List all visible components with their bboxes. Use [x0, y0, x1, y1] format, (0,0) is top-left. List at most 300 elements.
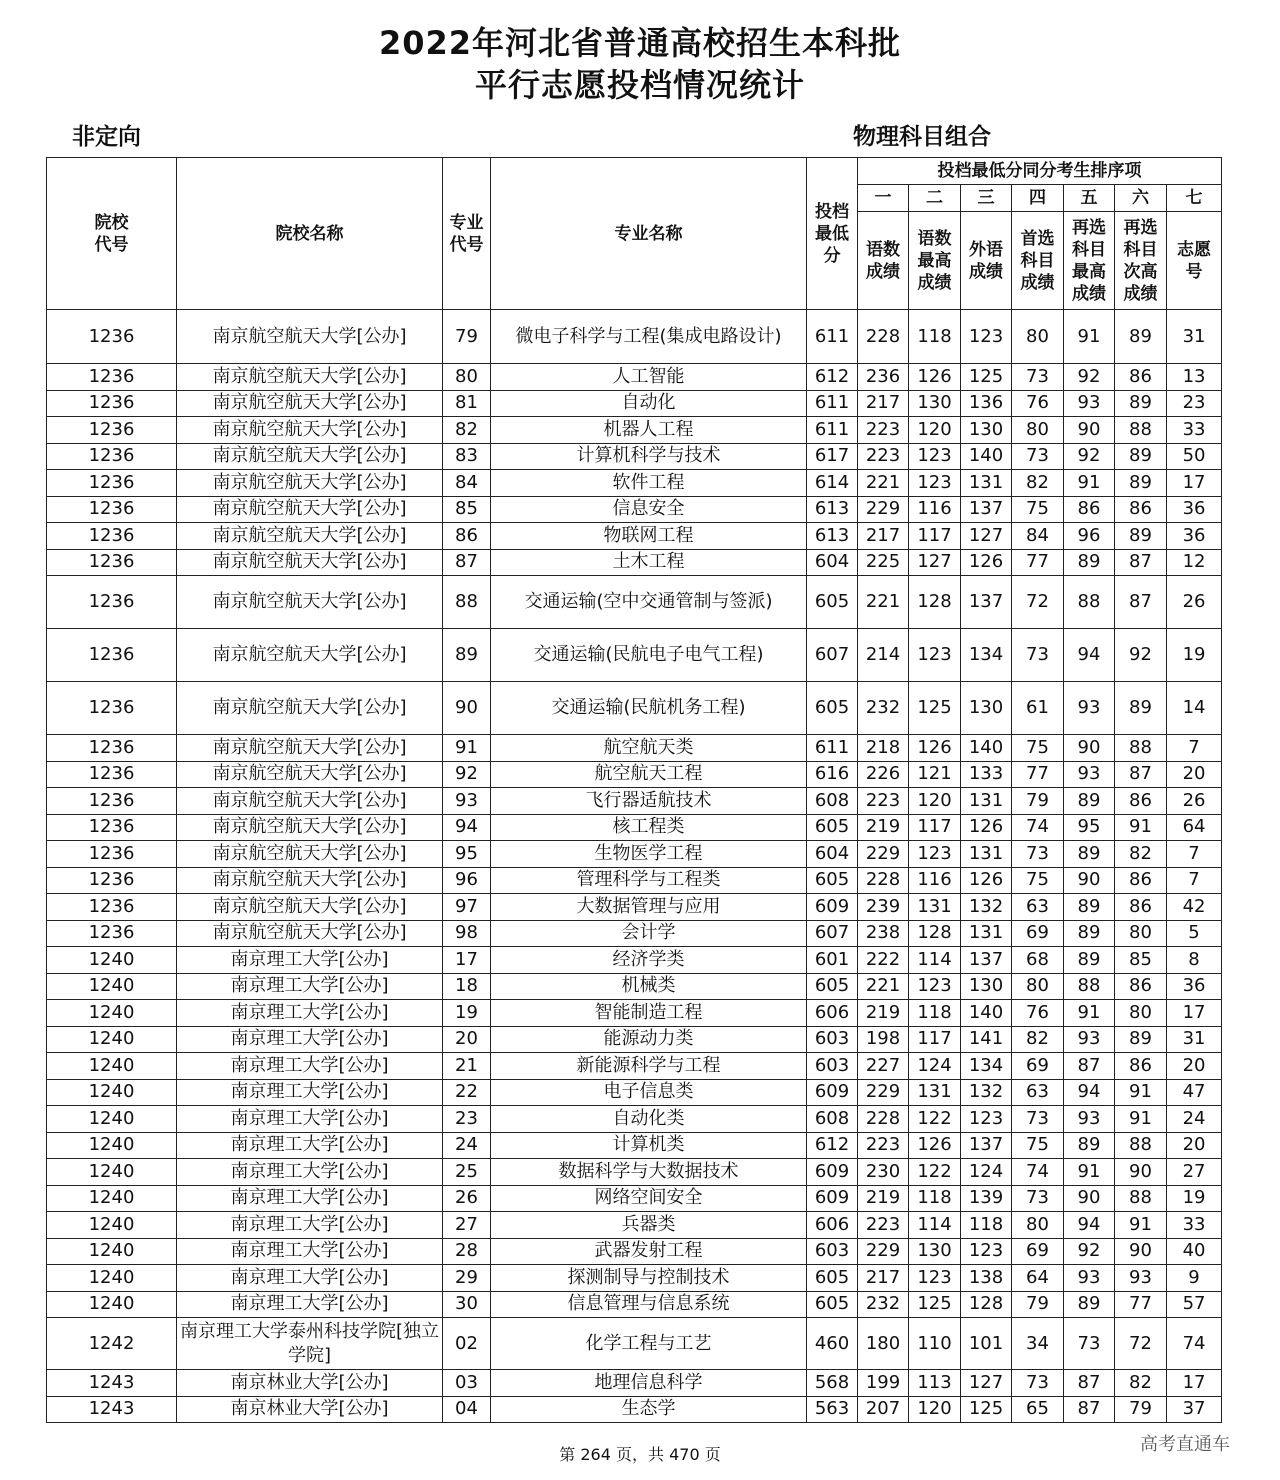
cell-major-name: 探测制导与控制技术 — [491, 1265, 807, 1292]
cell-preference-no: 26 — [1167, 788, 1222, 815]
table-row — [47, 1370, 1222, 1397]
cell-chinese-math-max: 120 — [909, 1396, 961, 1423]
cell-major-code: 82 — [443, 417, 491, 444]
cell-min-score: 460 — [807, 1318, 858, 1370]
cell-min-score: 607 — [807, 629, 858, 682]
cell-major-code: 30 — [443, 1291, 491, 1318]
cell-first-subject: 73 — [1012, 1370, 1064, 1397]
cell-chinese-math: 219 — [858, 1000, 909, 1027]
cell-second-subject-next: 91 — [1115, 1106, 1167, 1133]
cell-foreign-lang: 136 — [961, 390, 1012, 417]
cell-second-subject-next: 88 — [1115, 1132, 1167, 1159]
cell-min-score: 613 — [807, 496, 858, 523]
cell-second-subject-next: 80 — [1115, 1000, 1167, 1027]
cell-min-score: 605 — [807, 1265, 858, 1292]
cell-chinese-math-max: 118 — [909, 310, 961, 364]
cell-chinese-math: 229 — [858, 1079, 909, 1106]
cell-first-subject: 72 — [1012, 576, 1064, 629]
cell-chinese-math: 223 — [858, 788, 909, 815]
cell-second-subject-next: 82 — [1115, 1370, 1167, 1397]
page-footer: 第 264 页，共 470 页 — [559, 1445, 721, 1464]
cell-first-subject: 75 — [1012, 867, 1064, 894]
cell-major-code: 17 — [443, 947, 491, 974]
cell-first-subject: 76 — [1012, 390, 1064, 417]
table-row — [47, 549, 1222, 576]
cell-school-name: 南京航空航天大学[公办] — [177, 894, 443, 921]
cell-foreign-lang: 130 — [961, 682, 1012, 735]
cell-second-subject-max: 73 — [1064, 1318, 1115, 1370]
cell-min-score: 603 — [807, 1026, 858, 1053]
cell-preference-no: 33 — [1167, 1212, 1222, 1239]
cell-chinese-math-max: 116 — [909, 867, 961, 894]
cell-first-subject: 80 — [1012, 973, 1064, 1000]
cell-second-subject-max: 88 — [1064, 973, 1115, 1000]
cell-school-code: 1236 — [47, 470, 177, 497]
cell-major-name: 生态学 — [491, 1396, 807, 1423]
cell-second-subject-max: 93 — [1064, 761, 1115, 788]
cell-school-name: 南京航空航天大学[公办] — [177, 364, 443, 391]
cell-chinese-math-max: 126 — [909, 364, 961, 391]
table-row — [47, 1079, 1222, 1106]
table-row — [47, 761, 1222, 788]
cell-chinese-math: 217 — [858, 1265, 909, 1292]
cell-school-code: 1236 — [47, 417, 177, 444]
cell-min-score: 609 — [807, 1079, 858, 1106]
cell-preference-no: 74 — [1167, 1318, 1222, 1370]
cell-chinese-math: 239 — [858, 894, 909, 921]
cell-chinese-math-max: 126 — [909, 735, 961, 762]
cell-second-subject-max: 93 — [1064, 1265, 1115, 1292]
cell-school-code: 1236 — [47, 496, 177, 523]
cell-first-subject: 69 — [1012, 1053, 1064, 1080]
header-rank-item: 语数成绩 — [858, 212, 909, 310]
cell-foreign-lang: 127 — [961, 1370, 1012, 1397]
cell-first-subject: 73 — [1012, 1185, 1064, 1212]
cell-second-subject-max: 86 — [1064, 496, 1115, 523]
cell-school-name: 南京理工大学[公办] — [177, 1185, 443, 1212]
cell-major-code: 04 — [443, 1396, 491, 1423]
cell-second-subject-next: 91 — [1115, 1212, 1167, 1239]
cell-school-name: 南京理工大学[公办] — [177, 1079, 443, 1106]
cell-school-code: 1240 — [47, 1106, 177, 1133]
cell-chinese-math-max: 123 — [909, 443, 961, 470]
cell-school-code: 1236 — [47, 364, 177, 391]
cell-preference-no: 24 — [1167, 1106, 1222, 1133]
cell-major-name: 化学工程与工艺 — [491, 1318, 807, 1370]
cell-second-subject-max: 88 — [1064, 576, 1115, 629]
cell-school-code: 1236 — [47, 920, 177, 947]
cell-foreign-lang: 134 — [961, 1053, 1012, 1080]
cell-chinese-math: 198 — [858, 1026, 909, 1053]
subtitle-subject-combination: 物理科目组合 — [853, 124, 991, 150]
table-row — [47, 417, 1222, 444]
cell-major-name: 新能源科学与工程 — [491, 1053, 807, 1080]
cell-preference-no: 7 — [1167, 841, 1222, 868]
cell-foreign-lang: 128 — [961, 1291, 1012, 1318]
cell-first-subject: 84 — [1012, 523, 1064, 550]
cell-school-name: 南京航空航天大学[公办] — [177, 496, 443, 523]
cell-first-subject: 73 — [1012, 841, 1064, 868]
header-rank: 四 — [1012, 185, 1064, 212]
cell-foreign-lang: 141 — [961, 1026, 1012, 1053]
cell-school-code: 1240 — [47, 1000, 177, 1027]
cell-major-code: 19 — [443, 1000, 491, 1027]
table-row — [47, 894, 1222, 921]
cell-second-subject-max: 89 — [1064, 1291, 1115, 1318]
cell-min-score: 605 — [807, 682, 858, 735]
cell-min-score: 604 — [807, 549, 858, 576]
cell-preference-no: 47 — [1167, 1079, 1222, 1106]
cell-school-code: 1240 — [47, 1185, 177, 1212]
cell-preference-no: 5 — [1167, 920, 1222, 947]
cell-chinese-math-max: 123 — [909, 841, 961, 868]
cell-second-subject-max: 93 — [1064, 682, 1115, 735]
cell-major-name: 微电子科学与工程(集成电路设计) — [491, 310, 807, 364]
header-rank: 六 — [1115, 185, 1167, 212]
cell-chinese-math-max: 123 — [909, 973, 961, 1000]
cell-second-subject-max: 91 — [1064, 310, 1115, 364]
cell-preference-no: 20 — [1167, 1132, 1222, 1159]
cell-chinese-math: 217 — [858, 390, 909, 417]
cell-min-score: 611 — [807, 735, 858, 762]
cell-first-subject: 73 — [1012, 443, 1064, 470]
cell-school-code: 1240 — [47, 1159, 177, 1186]
cell-second-subject-max: 94 — [1064, 1079, 1115, 1106]
cell-first-subject: 79 — [1012, 788, 1064, 815]
cell-second-subject-next: 87 — [1115, 576, 1167, 629]
cell-chinese-math-max: 122 — [909, 1106, 961, 1133]
header-school-code: 院校代号 — [47, 158, 177, 310]
table-row — [47, 470, 1222, 497]
cell-chinese-math: 225 — [858, 549, 909, 576]
cell-school-code: 1236 — [47, 523, 177, 550]
table-row — [47, 310, 1222, 364]
cell-first-subject: 80 — [1012, 1212, 1064, 1239]
table-row — [47, 1053, 1222, 1080]
cell-foreign-lang: 123 — [961, 310, 1012, 364]
table-row — [47, 629, 1222, 682]
cell-school-code: 1240 — [47, 973, 177, 1000]
cell-chinese-math: 199 — [858, 1370, 909, 1397]
cell-major-name: 物联网工程 — [491, 523, 807, 550]
cell-second-subject-max: 92 — [1064, 1238, 1115, 1265]
cell-second-subject-max: 94 — [1064, 1212, 1115, 1239]
cell-chinese-math-max: 118 — [909, 1185, 961, 1212]
cell-school-code: 1240 — [47, 1053, 177, 1080]
cell-chinese-math: 219 — [858, 814, 909, 841]
cell-major-code: 25 — [443, 1159, 491, 1186]
cell-chinese-math-max: 122 — [909, 1159, 961, 1186]
cell-chinese-math: 218 — [858, 735, 909, 762]
page-title-line1: 2022年河北省普通高校招生本科批 — [378, 24, 902, 62]
cell-preference-no: 7 — [1167, 867, 1222, 894]
cell-major-name: 兵器类 — [491, 1212, 807, 1239]
cell-major-code: 20 — [443, 1026, 491, 1053]
cell-first-subject: 80 — [1012, 310, 1064, 364]
cell-chinese-math: 238 — [858, 920, 909, 947]
cell-major-name: 交通运输(民航电子电气工程) — [491, 629, 807, 682]
cell-major-name: 自动化 — [491, 390, 807, 417]
cell-second-subject-next: 86 — [1115, 1053, 1167, 1080]
cell-chinese-math-max: 127 — [909, 549, 961, 576]
cell-school-name: 南京理工大学[公办] — [177, 1159, 443, 1186]
cell-school-name: 南京航空航天大学[公办] — [177, 470, 443, 497]
cell-chinese-math: 207 — [858, 1396, 909, 1423]
cell-second-subject-max: 90 — [1064, 417, 1115, 444]
cell-major-code: 90 — [443, 682, 491, 735]
cell-major-name: 信息安全 — [491, 496, 807, 523]
header-rank: 二 — [909, 185, 961, 212]
cell-preference-no: 36 — [1167, 523, 1222, 550]
cell-min-score: 612 — [807, 364, 858, 391]
header-rank: 一 — [858, 185, 909, 212]
cell-min-score: 605 — [807, 1291, 858, 1318]
cell-major-name: 计算机科学与技术 — [491, 443, 807, 470]
cell-major-name: 电子信息类 — [491, 1079, 807, 1106]
cell-major-name: 大数据管理与应用 — [491, 894, 807, 921]
cell-min-score: 611 — [807, 417, 858, 444]
cell-school-name: 南京航空航天大学[公办] — [177, 310, 443, 364]
cell-school-name: 南京航空航天大学[公办] — [177, 629, 443, 682]
cell-second-subject-next: 82 — [1115, 841, 1167, 868]
cell-first-subject: 73 — [1012, 629, 1064, 682]
cell-second-subject-max: 87 — [1064, 1053, 1115, 1080]
cell-school-code: 1240 — [47, 1238, 177, 1265]
table-row — [47, 735, 1222, 762]
cell-chinese-math: 228 — [858, 867, 909, 894]
cell-major-name: 土木工程 — [491, 549, 807, 576]
cell-school-code: 1236 — [47, 576, 177, 629]
cell-chinese-math: 180 — [858, 1318, 909, 1370]
cell-preference-no: 31 — [1167, 310, 1222, 364]
cell-second-subject-next: 72 — [1115, 1318, 1167, 1370]
cell-second-subject-next: 89 — [1115, 523, 1167, 550]
cell-chinese-math-max: 123 — [909, 629, 961, 682]
cell-chinese-math-max: 117 — [909, 814, 961, 841]
header-tie-group: 投档最低分同分考生排序项 — [858, 158, 1222, 185]
cell-school-name: 南京航空航天大学[公办] — [177, 443, 443, 470]
cell-second-subject-max: 89 — [1064, 788, 1115, 815]
cell-second-subject-next: 89 — [1115, 310, 1167, 364]
cell-foreign-lang: 125 — [961, 1396, 1012, 1423]
cell-major-name: 机械类 — [491, 973, 807, 1000]
cell-second-subject-next: 86 — [1115, 867, 1167, 894]
cell-major-code: 91 — [443, 735, 491, 762]
cell-school-name: 南京航空航天大学[公办] — [177, 841, 443, 868]
cell-school-name: 南京理工大学[公办] — [177, 1238, 443, 1265]
table-row — [47, 1185, 1222, 1212]
cell-preference-no: 33 — [1167, 417, 1222, 444]
cell-chinese-math-max: 118 — [909, 1000, 961, 1027]
header-rank-item: 语数最高成绩 — [909, 212, 961, 310]
cell-chinese-math: 226 — [858, 761, 909, 788]
cell-school-code: 1236 — [47, 310, 177, 364]
cell-major-code: 18 — [443, 973, 491, 1000]
cell-school-name: 南京理工大学[公办] — [177, 1000, 443, 1027]
table-row — [47, 682, 1222, 735]
cell-second-subject-max: 89 — [1064, 947, 1115, 974]
cell-major-name: 交通运输(空中交通管制与签派) — [491, 576, 807, 629]
cell-preference-no: 36 — [1167, 973, 1222, 1000]
cell-school-name: 南京理工大学[公办] — [177, 1106, 443, 1133]
cell-second-subject-next: 86 — [1115, 973, 1167, 1000]
cell-first-subject: 80 — [1012, 417, 1064, 444]
cell-school-code: 1236 — [47, 814, 177, 841]
cell-major-code: 89 — [443, 629, 491, 682]
table-row — [47, 1291, 1222, 1318]
cell-major-name: 航空航天类 — [491, 735, 807, 762]
cell-min-score: 616 — [807, 761, 858, 788]
cell-min-score: 609 — [807, 1185, 858, 1212]
table-row — [47, 947, 1222, 974]
cell-major-code: 88 — [443, 576, 491, 629]
cell-second-subject-next: 85 — [1115, 947, 1167, 974]
cell-school-code: 1240 — [47, 1212, 177, 1239]
cell-min-score: 611 — [807, 310, 858, 364]
cell-school-name: 南京航空航天大学[公办] — [177, 788, 443, 815]
cell-second-subject-next: 80 — [1115, 920, 1167, 947]
header-rank: 七 — [1167, 185, 1222, 212]
cell-min-score: 605 — [807, 867, 858, 894]
cell-first-subject: 75 — [1012, 735, 1064, 762]
cell-second-subject-next: 89 — [1115, 682, 1167, 735]
cell-foreign-lang: 140 — [961, 735, 1012, 762]
cell-major-name: 交通运输(民航机务工程) — [491, 682, 807, 735]
cell-min-score: 603 — [807, 1053, 858, 1080]
cell-foreign-lang: 131 — [961, 788, 1012, 815]
cell-chinese-math-max: 114 — [909, 1212, 961, 1239]
cell-chinese-math: 214 — [858, 629, 909, 682]
cell-major-code: 81 — [443, 390, 491, 417]
cell-school-name: 南京理工大学[公办] — [177, 1291, 443, 1318]
cell-first-subject: 61 — [1012, 682, 1064, 735]
cell-major-code: 95 — [443, 841, 491, 868]
cell-major-name: 生物医学工程 — [491, 841, 807, 868]
cell-second-subject-next: 88 — [1115, 1185, 1167, 1212]
cell-chinese-math-max: 117 — [909, 1026, 961, 1053]
cell-major-code: 21 — [443, 1053, 491, 1080]
cell-second-subject-next: 90 — [1115, 1238, 1167, 1265]
cell-first-subject: 64 — [1012, 1265, 1064, 1292]
cell-major-name: 软件工程 — [491, 470, 807, 497]
cell-chinese-math: 229 — [858, 841, 909, 868]
cell-chinese-math: 230 — [858, 1159, 909, 1186]
cell-school-code: 1236 — [47, 682, 177, 735]
cell-chinese-math-max: 117 — [909, 523, 961, 550]
cell-chinese-math: 229 — [858, 1238, 909, 1265]
cell-preference-no: 17 — [1167, 1370, 1222, 1397]
cell-foreign-lang: 130 — [961, 973, 1012, 1000]
table-row — [47, 1159, 1222, 1186]
cell-preference-no: 13 — [1167, 364, 1222, 391]
cell-second-subject-next: 77 — [1115, 1291, 1167, 1318]
cell-school-code: 1236 — [47, 867, 177, 894]
cell-chinese-math-max: 123 — [909, 470, 961, 497]
cell-second-subject-next: 91 — [1115, 814, 1167, 841]
cell-first-subject: 76 — [1012, 1000, 1064, 1027]
cell-preference-no: 57 — [1167, 1291, 1222, 1318]
watermark: 高考直通车 — [1140, 1434, 1230, 1455]
header-major-name: 专业名称 — [491, 158, 807, 310]
cell-school-code: 1236 — [47, 894, 177, 921]
cell-second-subject-max: 90 — [1064, 867, 1115, 894]
cell-min-score: 609 — [807, 894, 858, 921]
cell-second-subject-max: 95 — [1064, 814, 1115, 841]
cell-major-code: 02 — [443, 1318, 491, 1370]
table-row — [47, 576, 1222, 629]
table-row — [47, 523, 1222, 550]
cell-major-code: 03 — [443, 1370, 491, 1397]
cell-major-code: 94 — [443, 814, 491, 841]
cell-school-name: 南京理工大学泰州科技学院[独立学院] — [177, 1318, 443, 1370]
cell-chinese-math: 229 — [858, 496, 909, 523]
cell-chinese-math: 227 — [858, 1053, 909, 1080]
cell-preference-no: 40 — [1167, 1238, 1222, 1265]
cell-major-code: 93 — [443, 788, 491, 815]
cell-foreign-lang: 125 — [961, 364, 1012, 391]
cell-preference-no: 17 — [1167, 470, 1222, 497]
header-rank-item: 再选科目次高成绩 — [1115, 212, 1167, 310]
cell-second-subject-next: 87 — [1115, 761, 1167, 788]
cell-preference-no: 20 — [1167, 1053, 1222, 1080]
cell-foreign-lang: 137 — [961, 947, 1012, 974]
cell-major-name: 武器发射工程 — [491, 1238, 807, 1265]
cell-chinese-math-max: 130 — [909, 1238, 961, 1265]
cell-school-name: 南京理工大学[公办] — [177, 1265, 443, 1292]
cell-chinese-math: 232 — [858, 1291, 909, 1318]
cell-chinese-math-max: 110 — [909, 1318, 961, 1370]
table-row — [47, 973, 1222, 1000]
cell-major-code: 87 — [443, 549, 491, 576]
cell-preference-no: 17 — [1167, 1000, 1222, 1027]
cell-school-code: 1240 — [47, 1079, 177, 1106]
cell-min-score: 609 — [807, 1159, 858, 1186]
cell-foreign-lang: 131 — [961, 470, 1012, 497]
cell-first-subject: 73 — [1012, 1106, 1064, 1133]
cell-major-code: 29 — [443, 1265, 491, 1292]
cell-chinese-math-max: 116 — [909, 496, 961, 523]
cell-foreign-lang: 130 — [961, 417, 1012, 444]
cell-school-code: 1236 — [47, 390, 177, 417]
cell-major-code: 92 — [443, 761, 491, 788]
cell-chinese-math: 217 — [858, 523, 909, 550]
cell-chinese-math-max: 130 — [909, 390, 961, 417]
cell-first-subject: 34 — [1012, 1318, 1064, 1370]
cell-major-code: 83 — [443, 443, 491, 470]
cell-school-name: 南京林业大学[公办] — [177, 1396, 443, 1423]
table-row — [47, 1132, 1222, 1159]
cell-school-name: 南京航空航天大学[公办] — [177, 682, 443, 735]
cell-foreign-lang: 124 — [961, 1159, 1012, 1186]
cell-school-name: 南京航空航天大学[公办] — [177, 549, 443, 576]
cell-school-code: 1243 — [47, 1370, 177, 1397]
cell-chinese-math: 236 — [858, 364, 909, 391]
cell-chinese-math-max: 131 — [909, 894, 961, 921]
cell-chinese-math-max: 113 — [909, 1370, 961, 1397]
cell-second-subject-next: 86 — [1115, 496, 1167, 523]
cell-second-subject-max: 90 — [1064, 735, 1115, 762]
cell-school-name: 南京林业大学[公办] — [177, 1370, 443, 1397]
table-row — [47, 1318, 1222, 1370]
header-rank-item: 外语成绩 — [961, 212, 1012, 310]
cell-major-code: 84 — [443, 470, 491, 497]
cell-major-name: 智能制造工程 — [491, 1000, 807, 1027]
cell-first-subject: 63 — [1012, 1079, 1064, 1106]
cell-first-subject: 82 — [1012, 470, 1064, 497]
cell-second-subject-max: 93 — [1064, 390, 1115, 417]
cell-major-name: 能源动力类 — [491, 1026, 807, 1053]
cell-major-code: 97 — [443, 894, 491, 921]
